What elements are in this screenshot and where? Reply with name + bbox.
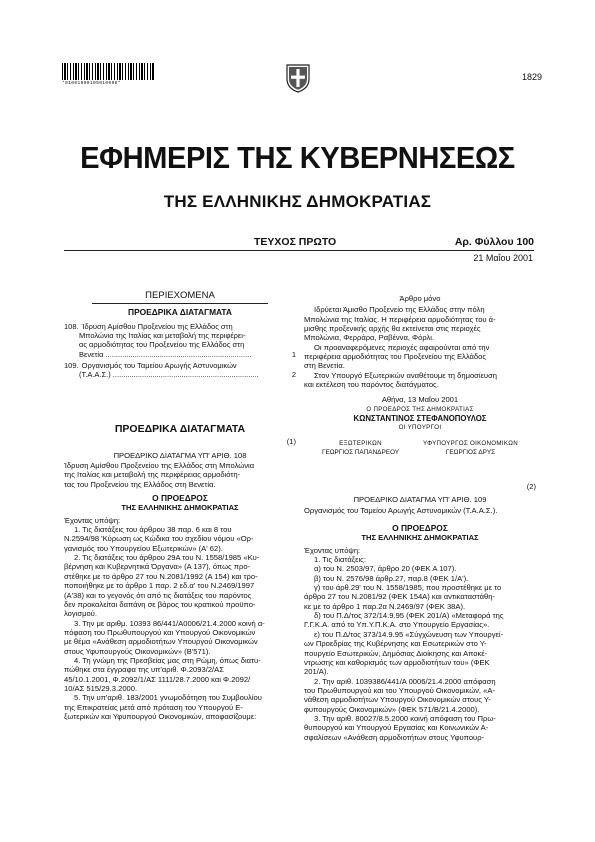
body-line: πουργείο Εσωτερικών, Δημόσιας Διοίκησης και Αποκέ- <box>304 648 488 658</box>
decree-108 <box>64 425 296 721</box>
body-line: Στον Υπουργό Εξωτερικών αναθέτουμε τη δημοσίευση <box>314 370 497 380</box>
body-line: νάθεση αρμοδιοτήτων Υπουργού Οικονομικών στους Υ- <box>304 695 491 705</box>
body-line: μισθης προξενικής αρχής θα εκτείνεται στις περιοχές <box>304 324 481 334</box>
ministers-title: ΟΙ ΥΠΟΥΡΓΟΙ <box>398 424 442 432</box>
toc-item-line: Βενετία ...................................................................... <box>79 349 252 359</box>
decree-title: Οργανισμός του Ταμείου Αρωγής Αστυνομικών (Τ.Α.Α.Σ.). <box>304 505 498 515</box>
body-line: Μπολώνια, Φερράρα, Ραβέννα, Φόρλι. <box>304 333 435 343</box>
body-line: φυπουργούς Οικονομικών» (ΦΕΚ 571/Β/21.4.2000). <box>304 704 480 714</box>
toc-item-line: ας αρμοδιότητας του Προξενείου της Ελλάδος στη <box>79 340 245 350</box>
body-line: 2. Τις διατάξεις του άρθρου 29Α του Ν. 1558/1985 «Κυ- <box>74 553 260 563</box>
body-line: 201/Α). <box>304 667 329 677</box>
body-line: Ν.2594/98 'Κύρωση ως Κώδικα του σχεδίου νόμου «Ορ- <box>64 534 254 544</box>
body-line: ξωτερικών και Υφυπουργού Οικονομικών, αποφασίζουμε: <box>64 711 257 721</box>
body-line: Οι προαναφερόμενες περιοχές αφαιρούνται από την <box>314 342 490 352</box>
republic-heading: ΤΗΣ ΕΛΛΗΝΙΚΗΣ ΔΗΜΟΚΡΑΤΙΑΣ <box>361 533 479 543</box>
gazette-title: ΕΦΗΜΕΡΙΣ ΤΗΣ ΚΥΒΕΡΝΗΣΕΩΣ <box>80 140 515 175</box>
body-line: στέθηκε με το άρθρο 27 του Ν.2081/1992 (Α 154) και τρο- <box>64 571 258 581</box>
article-heading: Άρθρο μόνο <box>399 294 441 303</box>
body-line: γανισμός του Υπουργείου Εξωτερικών» (Α' 62). <box>64 543 223 553</box>
toc-item-line: Ίδρυση Αμίσθου Προξενείου της Ελλάδος στη <box>81 321 233 331</box>
contents-block <box>64 291 296 379</box>
body-line: 3. Την με αριθμ. 10393 86/441/Α0006/21.4.2000 κοινή α- <box>74 618 265 628</box>
body-line: Γ.Γ.Κ.Α. από το Υπ.Υ.Π.Κ.Α. στο Υπουργείο Εργασίας». <box>304 620 490 630</box>
decree-heading: ΠΡΟΕΔΡΙΚΟ ΔΙΑΤΑΓΜΑ ΥΠ' ΑΡΙΘ. 108 <box>113 450 247 460</box>
coat-of-arms-icon <box>284 63 312 93</box>
body-line: 1. Τις διατάξεις: <box>314 555 366 565</box>
body-line: 5. Την υπ'αριθ. 183/2001 γνωμοδότηση του Συμβουλίου <box>74 693 262 703</box>
decree-title-line: της Ιταλίας και μεταβολή της περιφέρειας αρμοδιότη- <box>64 470 241 480</box>
decree-title <box>64 461 296 489</box>
sheet-number: Αρ. Φύλλου 100 <box>454 236 534 248</box>
body-line: σφαλίσεων «Ανάθεση αρμοδιοτήτων στους Υφυπουρ- <box>304 732 485 742</box>
body-line: ποποιήθηκε με το άρθρο 1 παρ. 2 εδ.α' του Ν.2469/1997 <box>64 581 255 591</box>
body-line: 45/10.1.2001, Φ.2092/1/ΑΣ 1111/28.7.2000 και Φ.2092/ <box>64 674 251 684</box>
toc-item-number: 108. <box>64 321 79 331</box>
body-line: πόφαση του Πρωθυπουργού και Υπουργού Οικονομικών <box>64 627 256 637</box>
issue-date: 21 Μαΐου 2001 <box>473 253 533 263</box>
place-date: Αθήνα, 13 Μαΐου 2001 <box>381 395 459 405</box>
body-line: άρθρο 27 του Ν.2081/92 (ΦΕΚ 154Α) και αντικαταστάθη- <box>304 592 495 602</box>
body-line: β) του Ν. 2576/98 άρθρ.27, παρ.8 (ΦΕΚ 1/Α'). <box>314 573 469 583</box>
barcode-bars <box>62 63 154 80</box>
decree-marker: (1) <box>286 437 296 447</box>
toc-item-page: 2 <box>291 370 296 380</box>
body-line: περιφέρεια αρμοδιότητας του Προξενείου της Ελλάδος <box>304 352 487 362</box>
contents-section: ΠΡΟΕΔΡΙΚΑ ΔΙΑΤΑΓΜΑΤΑ <box>128 307 232 318</box>
decree-heading: ΠΡΟΕΔΡΙΚΟ ΔΙΑΤΑΓΜΑ ΥΠ' ΑΡΙΘ. 109 <box>353 495 487 505</box>
body-line: στη Βενετία. <box>304 361 345 371</box>
decree-109 <box>304 482 536 742</box>
body-line: α) του Ν. 2503/97, άρθρο 20 (ΦΕΚ Α 107). <box>314 564 457 574</box>
page-number: 1829 <box>521 72 542 82</box>
article-body <box>304 305 536 389</box>
toc-item-line: Μπολώνια της Ιταλίας και μεταβολή της περιφέρει- <box>79 330 246 340</box>
body-line: ντρωσης και καθορισμός των αρμοδιοτήτων του» (ΦΕΚ <box>304 657 490 667</box>
body-line: ε) του Π.Δ/τος 373/14.9.95 «Σύγχώνευση των Υπουργεί- <box>314 629 504 639</box>
gazette-subtitle: ΤΗΣ ΕΛΛΗΝΙΚΗΣ ΔΗΜΟΚΡΑΤΙΑΣ <box>163 192 432 211</box>
signatures <box>304 439 536 458</box>
decree-title-line: τας του Προξενείου της Ελλάδος στη Βενετία. <box>64 479 216 489</box>
body-line: με θέμα «Ανάθεση αρμοδιοτήτων Υπουργού Οικονομικών <box>64 637 258 647</box>
signature-right <box>423 439 518 458</box>
body-line: του Πρωθυπουργού και του Υπουργού Οικονομικών, «Α- <box>304 685 495 695</box>
body-line: Μπολώνια της Ιταλίας. Η περιφέρεια αρμοδιότητας του ά- <box>304 314 496 324</box>
article-block <box>304 294 536 458</box>
republic-heading: ΤΗΣ ΕΛΛΗΝΙΚΗΣ ΔΗΜΟΚΡΑΤΙΑΣ <box>121 503 239 513</box>
contents-rule <box>92 303 268 304</box>
body-line: ων Προεδρίας της Κυβέρνησης και Εσωτερικών στο Υ- <box>304 639 487 649</box>
barcode-text: *01001000105010008* <box>62 81 121 86</box>
body-line: 10/ΑΣ 515/29.3.2000. <box>64 683 138 693</box>
body-line: Ιδρύεται Άμισθο Προξενείο της Ελλάδος στην πόλη <box>314 305 485 315</box>
toc-item-page: 1 <box>291 349 296 359</box>
barcode <box>62 63 154 88</box>
toc-item[interactable] <box>64 322 296 359</box>
president-heading: Ο ΠΡΟΕΔΡΟΣ <box>152 493 208 504</box>
signature-role: ΕΞΩΤΕΡΙΚΩΝ <box>339 439 382 447</box>
body-line: της Επικρατείας μετά από πρόταση του Υπουργού Ε- <box>64 702 243 712</box>
toc-item[interactable] <box>64 361 296 380</box>
president-heading: Ο ΠΡΟΕΔΡΟΣ <box>392 523 448 534</box>
body-line: 2. Την αριθ. 1039386/441/Α 0006/21.4.2000 απόφαση <box>314 676 496 686</box>
body-line: γ) του άρθ.29' του Ν. 1558/1985, που προστέθηκε με το <box>314 583 502 593</box>
decree-title-line: Ίδρυση Αμίσθου Προξενείου της Ελλάδος στη Μπολώνια <box>64 461 255 471</box>
body-line: δεν προκαλείται δαπάνη σε βάρος του κρατικού προϋπο- <box>64 599 256 609</box>
president-title: Ο ΠΡΟΕΔΡΟΣ ΤΗΣ ΔΗΜΟΚΡΑΤΙΑΣ <box>366 405 474 413</box>
body-line: 1. Τις διατάξεις του άρθρου 38 παρ. 6 και 8 του <box>74 525 232 535</box>
decree-body <box>64 525 296 721</box>
toc-item-number: 109. <box>64 360 79 370</box>
signature-name: ΓΕΩΡΓΙΟΣ ΔΡΥΣ <box>445 449 496 457</box>
toc-item-line: Οργανισμός του Ταμείου Αρωγής Αστυνομικών <box>81 360 237 370</box>
issue-label: ΤΕΥΧΟΣ ΠΡΩΤΟ <box>254 236 337 248</box>
having-regard: Έχοντας υπόψη: <box>64 515 121 525</box>
body-line: (Α'38) και το γεγονός ότι από τις διατάξεις του παρόντος <box>64 590 252 600</box>
body-line: κε με το άρθρο 1 παρ.2α Ν.2469/97 (ΦΕΚ 38Α). <box>304 601 466 611</box>
decree-marker: (2) <box>526 482 536 491</box>
section-heading: ΠΡΟΕΔΡΙΚΑ ΔΙΑΤΑΓΜΑΤΑ <box>114 423 246 435</box>
body-line: στους Υφυπουργούς Οικονομικών» (Β'571). <box>64 646 211 656</box>
contents-heading: ΠΕΡΙΕΧΟΜΕΝΑ <box>145 290 215 301</box>
body-line: θυπουργού και Υπουργού Εργασίας και Κοινωνικών Α- <box>304 723 489 733</box>
body-line: πώθηκε στα έγγραφα της υπ'αριθ. Φ.2093/2/ΑΣ <box>64 665 224 675</box>
president-name: ΚΩΝΣΤΑΝΤΙΝΟΣ ΣΤΕΦΑΝΟΠΟΥΛΟΣ <box>353 414 487 424</box>
having-regard: Έχοντας υπόψη: <box>304 545 361 555</box>
signature-role: ΥΦΥΠΟΥΡΓΟΣ ΟΙΚΟΝΟΜΙΚΩΝ <box>423 439 518 447</box>
decree-body <box>304 555 536 742</box>
body-line: 4. Τη γνώμη της Πρεσβείας μας στη Ρώμη, όπως διατυ- <box>74 655 261 665</box>
toc-item-line: (Τ.Α.Α.Σ.) ...................................................................... <box>79 370 259 380</box>
body-line: βέρνηση και Κυβερνητικά Όργανα» (Α 137), όπως προ- <box>64 562 251 572</box>
header-rule <box>64 250 534 251</box>
body-line: λογισμού. <box>64 609 97 619</box>
body-line: 3. Την αριθ. 80027/8.5.2000 κοινή απόφαση του Πρω- <box>314 713 496 723</box>
body-line: και εκτέλεση του παρόντος διατάγματος. <box>304 380 439 390</box>
signature-left <box>322 439 399 458</box>
signature-name: ΓΕΩΡΓΙΟΣ ΠΑΠΑΝΔΡΕΟΥ <box>322 449 400 457</box>
body-line: δ) του Π.Δ/τος 372/14.9.95 (ΦΕΚ 201/Α) «Μεταφορά της <box>314 611 504 621</box>
